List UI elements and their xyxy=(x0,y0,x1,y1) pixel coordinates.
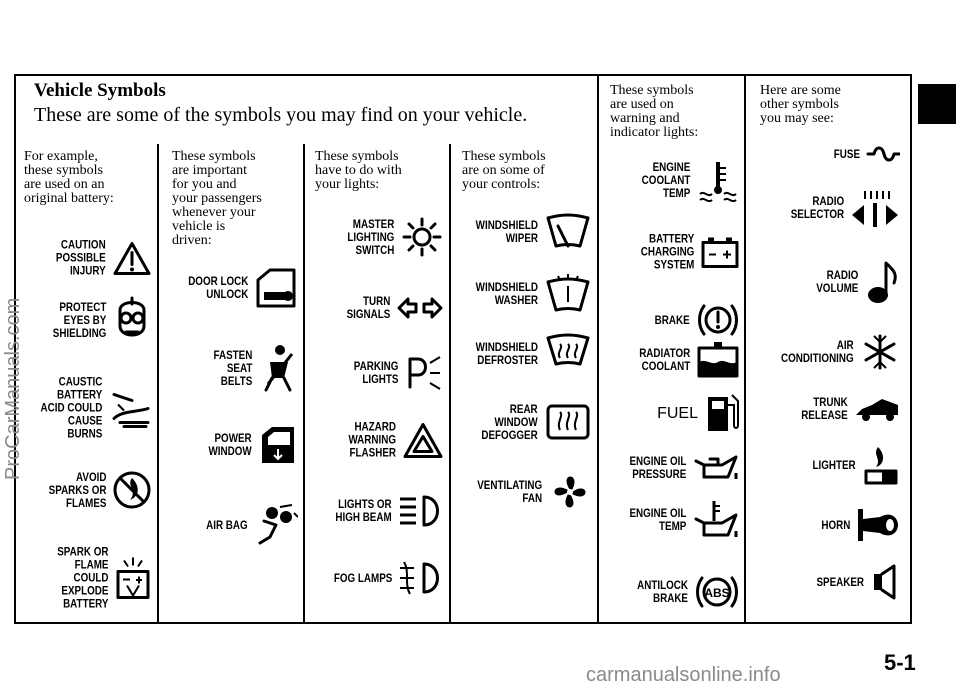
symbol-label-line: ANTILOCK xyxy=(637,578,688,592)
symbol-label-line: LIGHTING xyxy=(346,229,394,244)
symbol-label-line: CHARGING xyxy=(640,244,694,259)
symbol-label-line: RADIO xyxy=(812,194,844,208)
symbol-label-line: INJURY xyxy=(70,263,106,278)
intro-line: your controls: xyxy=(462,177,541,192)
symbol-label-line: SPEAKER xyxy=(816,574,864,589)
symbol-entry xyxy=(27,376,152,441)
symbol-label-line: TURN xyxy=(362,294,390,308)
symbol-label-line: LIGHTS OR xyxy=(338,497,392,511)
symbol-label-line: ACID COULD xyxy=(40,400,102,415)
speaker-icon xyxy=(870,562,900,602)
symbol-label-line: WIPER xyxy=(505,231,538,245)
washer-icon xyxy=(544,272,592,316)
symbol-label-line: BELTS xyxy=(220,373,252,388)
symbol-label xyxy=(188,275,248,301)
symbol-label xyxy=(629,507,686,533)
symbol-entry xyxy=(806,562,900,602)
symbol-entry xyxy=(628,340,740,380)
symbol-entry xyxy=(469,402,592,442)
symbol-label-line: UNLOCK xyxy=(205,287,248,301)
column-intro xyxy=(24,150,152,206)
symbol-label-line: CAUSTIC xyxy=(58,374,102,389)
hazard-triangle-icon xyxy=(402,421,444,459)
battery-explode-icon xyxy=(114,555,152,601)
symbol-label-line: SHIELDING xyxy=(52,325,106,340)
symbol-label-line: BATTERY xyxy=(62,596,108,611)
symbol-label-line: CAUTION xyxy=(61,237,106,252)
symbol-label xyxy=(655,314,690,327)
symbol-label xyxy=(816,269,858,295)
intro-line: are important xyxy=(172,163,248,178)
brake-icon xyxy=(696,298,740,342)
column-divider xyxy=(597,74,599,624)
acid-burn-icon xyxy=(108,388,152,428)
symbol-label-line: EYES BY xyxy=(63,312,106,327)
symbol-label xyxy=(52,301,106,340)
column-divider xyxy=(157,144,159,624)
intro-line: whenever your xyxy=(172,205,256,220)
symbol-entry xyxy=(344,353,444,393)
symbol-label xyxy=(346,295,390,321)
symbol-label-line: TEMP xyxy=(662,185,690,200)
battery-icon xyxy=(700,235,740,269)
symbol-label-line: BATTERY xyxy=(648,231,694,246)
symbol-label xyxy=(834,148,860,161)
symbol-entry xyxy=(647,298,740,342)
symbol-label-line: WARNING xyxy=(348,432,396,447)
symbol-label xyxy=(57,546,108,611)
intro-line: These symbols xyxy=(610,83,694,98)
lighter-icon xyxy=(862,443,900,487)
symbol-label xyxy=(209,432,252,458)
symbol-label-line: FLASHER xyxy=(349,445,396,460)
symbol-label-line: WINDSHIELD xyxy=(475,340,538,354)
intro-line: are on some of xyxy=(462,163,545,178)
intro-line: other symbols xyxy=(760,97,839,112)
symbol-label-line: DOOR LOCK xyxy=(187,274,248,288)
symbol-label xyxy=(813,459,856,472)
section-tab xyxy=(918,84,956,124)
symbol-label-line: DEFROSTER xyxy=(477,353,538,367)
watermark-side: ProCarManuals.com xyxy=(2,297,24,480)
symbol-label-line: FOG LAMPS xyxy=(333,570,392,585)
symbol-label-line: REAR xyxy=(510,401,538,416)
symbol-entry xyxy=(321,558,444,598)
symbol-label xyxy=(637,579,688,605)
symbol-label xyxy=(816,576,864,589)
intro-line: are used on an xyxy=(24,177,105,192)
symbol-entry xyxy=(197,503,298,547)
intro-line: driven: xyxy=(172,233,212,248)
symbol-label xyxy=(40,376,102,441)
symbol-label-line: FLAME xyxy=(74,557,108,572)
symbol-label xyxy=(476,281,538,307)
intro-line: are used on xyxy=(610,97,674,112)
intro-line: your lights: xyxy=(315,177,380,192)
symbol-label-line: RELEASE xyxy=(801,408,848,422)
symbol-label-line: WINDSHIELD xyxy=(475,280,538,294)
symbol-label-line: CAUSE xyxy=(67,413,102,428)
symbol-entry xyxy=(617,451,740,485)
music-note-icon xyxy=(864,259,900,305)
warning-triangle-icon xyxy=(112,240,152,276)
column-intro xyxy=(760,84,906,126)
symbol-entry xyxy=(462,332,592,376)
symbol-label-line: TRUNK xyxy=(813,395,848,409)
symbol-entry xyxy=(765,332,900,372)
intro-line: indicator lights: xyxy=(610,125,699,140)
intro-line: Here are some xyxy=(760,83,841,98)
symbol-label-line: BRAKE xyxy=(653,591,688,605)
intro-line: These symbols xyxy=(172,149,256,164)
front-defrost-icon xyxy=(544,332,592,376)
intro-line: warning and xyxy=(610,111,680,126)
snowflake-icon xyxy=(860,332,900,372)
intro-line: These symbols xyxy=(315,149,399,164)
parking-light-icon xyxy=(404,353,444,393)
symbol-entry xyxy=(462,272,592,316)
symbol-label-line: WINDOW xyxy=(494,414,538,429)
rear-defog-icon xyxy=(544,402,592,442)
column-intro xyxy=(315,150,445,192)
face-shield-icon xyxy=(112,296,152,344)
symbol-entry xyxy=(462,212,592,252)
symbol-label-line: FUEL xyxy=(657,404,698,422)
symbol-label-line: SEAT xyxy=(226,360,252,375)
symbol-entry xyxy=(175,266,298,310)
symbol-label-line: SELECTOR xyxy=(790,207,844,221)
symbol-entry xyxy=(803,443,900,487)
symbol-label-line: FASTEN xyxy=(213,347,252,362)
symbol-label-line: COOLANT xyxy=(641,172,690,187)
symbol-label xyxy=(56,239,106,278)
symbol-label xyxy=(213,349,252,388)
symbol-label-line: SYSTEM xyxy=(653,257,694,272)
column-divider xyxy=(744,74,746,624)
column-divider xyxy=(449,144,451,624)
symbol-label xyxy=(336,498,392,524)
symbol-label-line: SPARKS OR xyxy=(48,482,106,497)
symbol-label-line: MASTER xyxy=(352,216,394,231)
master-light-icon xyxy=(400,215,444,259)
intro-line: vehicle is xyxy=(172,219,226,234)
symbol-label-line: SWITCH xyxy=(355,242,394,257)
symbol-label-line: AIR BAG xyxy=(206,517,248,532)
seat-belt-icon xyxy=(258,344,298,392)
wiper-icon xyxy=(544,212,592,252)
symbol-label xyxy=(482,403,538,442)
symbol-label-line: COULD xyxy=(73,570,108,585)
symbol-entry xyxy=(205,344,298,392)
symbol-label xyxy=(781,339,854,365)
symbol-label-line: EXPLODE xyxy=(60,583,108,598)
symbol-entry xyxy=(828,144,900,164)
high-beam-icon xyxy=(398,493,444,529)
fog-lamp-icon xyxy=(398,558,444,598)
symbol-label xyxy=(476,341,538,367)
symbol-label xyxy=(477,479,542,505)
symbol-label xyxy=(657,404,698,422)
symbol-label-line: HIGH BEAM xyxy=(335,510,392,524)
symbol-label xyxy=(206,519,248,532)
fan-icon xyxy=(548,470,592,514)
symbol-label-line: FLAMES xyxy=(65,495,106,510)
no-flame-icon xyxy=(112,470,152,510)
symbol-entry xyxy=(807,259,900,305)
symbol-label-line: ENGINE xyxy=(652,159,690,174)
oil-temp-icon xyxy=(692,499,740,541)
symbol-label-line: WINDSHIELD xyxy=(475,218,538,232)
symbol-label xyxy=(353,360,398,386)
symbol-label-line: FUSE xyxy=(833,146,860,161)
symbol-label-line: BRAKE xyxy=(655,312,690,327)
symbol-label-line: HAZARD xyxy=(354,419,396,434)
symbol-label-line: RADIATOR xyxy=(638,346,690,360)
intro-line: have to do with xyxy=(315,163,402,178)
symbol-label-line: POSSIBLE xyxy=(56,250,106,265)
symbol-label-line: CONDITIONING xyxy=(781,351,854,365)
symbol-label xyxy=(347,218,394,257)
symbol-label-line: FAN xyxy=(522,491,542,505)
symbol-label-line: PARKING xyxy=(353,359,398,373)
symbol-entry xyxy=(46,546,152,611)
intro-line: your passengers xyxy=(172,191,262,206)
column-divider xyxy=(303,144,305,624)
air-bag-icon xyxy=(254,503,298,547)
symbol-label xyxy=(639,347,690,373)
intro-line: these symbols xyxy=(24,163,103,178)
intro-line: original battery: xyxy=(24,191,114,206)
symbol-label-line: ENGINE OIL xyxy=(629,454,686,468)
abs-icon xyxy=(694,572,740,612)
page-number: 5-1 xyxy=(884,650,916,675)
symbol-entry xyxy=(337,215,444,259)
turn-signal-icon xyxy=(396,295,444,321)
symbol-label xyxy=(629,455,686,481)
page-subtitle: These are some of the symbols you may find on your vehicle. xyxy=(34,104,528,126)
symbol-label-line: BURNS xyxy=(67,426,102,441)
symbol-label-line: RADIO xyxy=(826,268,858,282)
symbol-entry xyxy=(36,470,152,510)
symbol-label xyxy=(791,195,844,221)
symbol-label-line: WINDOW xyxy=(208,444,252,458)
symbol-entry xyxy=(631,158,740,202)
fuse-icon xyxy=(866,144,900,164)
radio-selector-icon xyxy=(850,187,900,229)
intro-line: These symbols xyxy=(462,149,546,164)
symbol-label-line: PRESSURE xyxy=(631,467,686,481)
column-intro xyxy=(172,150,298,248)
symbol-entry xyxy=(338,421,444,460)
column-intro xyxy=(462,150,592,192)
intro-line: For example, xyxy=(24,149,98,164)
page-title: Vehicle Symbols xyxy=(34,80,166,101)
radiator-icon xyxy=(696,340,740,380)
symbol-label xyxy=(641,161,690,200)
symbol-label-line: AVOID xyxy=(75,469,106,484)
symbol-label-line: POWER xyxy=(214,431,252,445)
symbol-label xyxy=(348,421,396,460)
symbol-entry xyxy=(323,493,444,529)
symbol-label-line: LIGHTER xyxy=(812,457,856,472)
door-lock-icon xyxy=(254,266,298,310)
symbol-entry xyxy=(45,239,152,278)
symbol-label-line: ENGINE OIL xyxy=(629,506,686,520)
symbol-label xyxy=(640,233,694,272)
symbol-entry xyxy=(629,233,740,272)
symbol-label-line: BATTERY xyxy=(56,387,102,402)
column-intro xyxy=(610,84,742,140)
horn-icon xyxy=(856,505,900,545)
symbol-label-line: LIGHTS xyxy=(361,372,398,386)
power-window-icon xyxy=(258,423,298,467)
symbol-label-line: WASHER xyxy=(494,293,538,307)
oil-can-icon xyxy=(692,451,740,485)
symbol-entry xyxy=(657,391,740,435)
symbol-label xyxy=(821,519,850,532)
symbol-label-line: DEFOGGER xyxy=(481,427,538,442)
symbol-label-line: VENTILATING xyxy=(477,478,542,492)
watermark-bottom: carmanualsonline.info xyxy=(586,664,781,686)
fuel-pump-icon xyxy=(704,391,740,435)
symbol-label-line: TEMP xyxy=(658,519,686,533)
symbol-label-line: HORN xyxy=(821,517,850,532)
symbol-entry xyxy=(779,187,900,229)
symbol-entry xyxy=(337,295,444,321)
trunk-car-icon xyxy=(854,395,900,423)
symbol-label xyxy=(333,572,392,585)
svg-text:ABS: ABS xyxy=(704,586,730,600)
symbol-entry xyxy=(199,423,298,467)
symbol-label xyxy=(802,396,848,422)
symbol-label xyxy=(476,219,538,245)
symbol-label-line: PROTECT xyxy=(58,299,106,314)
symbol-label-line: SIGNALS xyxy=(346,307,390,321)
intro-line: for you and xyxy=(172,177,237,192)
intro-line: you may see: xyxy=(760,111,834,126)
symbol-entry xyxy=(626,572,740,612)
symbol-entry xyxy=(815,505,900,545)
coolant-temp-icon xyxy=(696,158,740,202)
symbol-entry xyxy=(41,296,152,344)
symbol-label-line: SPARK OR xyxy=(56,544,108,559)
symbol-label-line: COOLANT xyxy=(641,359,690,373)
symbol-entry xyxy=(791,395,900,423)
symbol-label xyxy=(48,471,106,510)
symbol-entry xyxy=(463,470,592,514)
symbol-entry xyxy=(617,499,740,541)
symbol-label-line: VOLUME xyxy=(815,281,858,295)
symbol-label-line: AIR xyxy=(837,338,854,352)
